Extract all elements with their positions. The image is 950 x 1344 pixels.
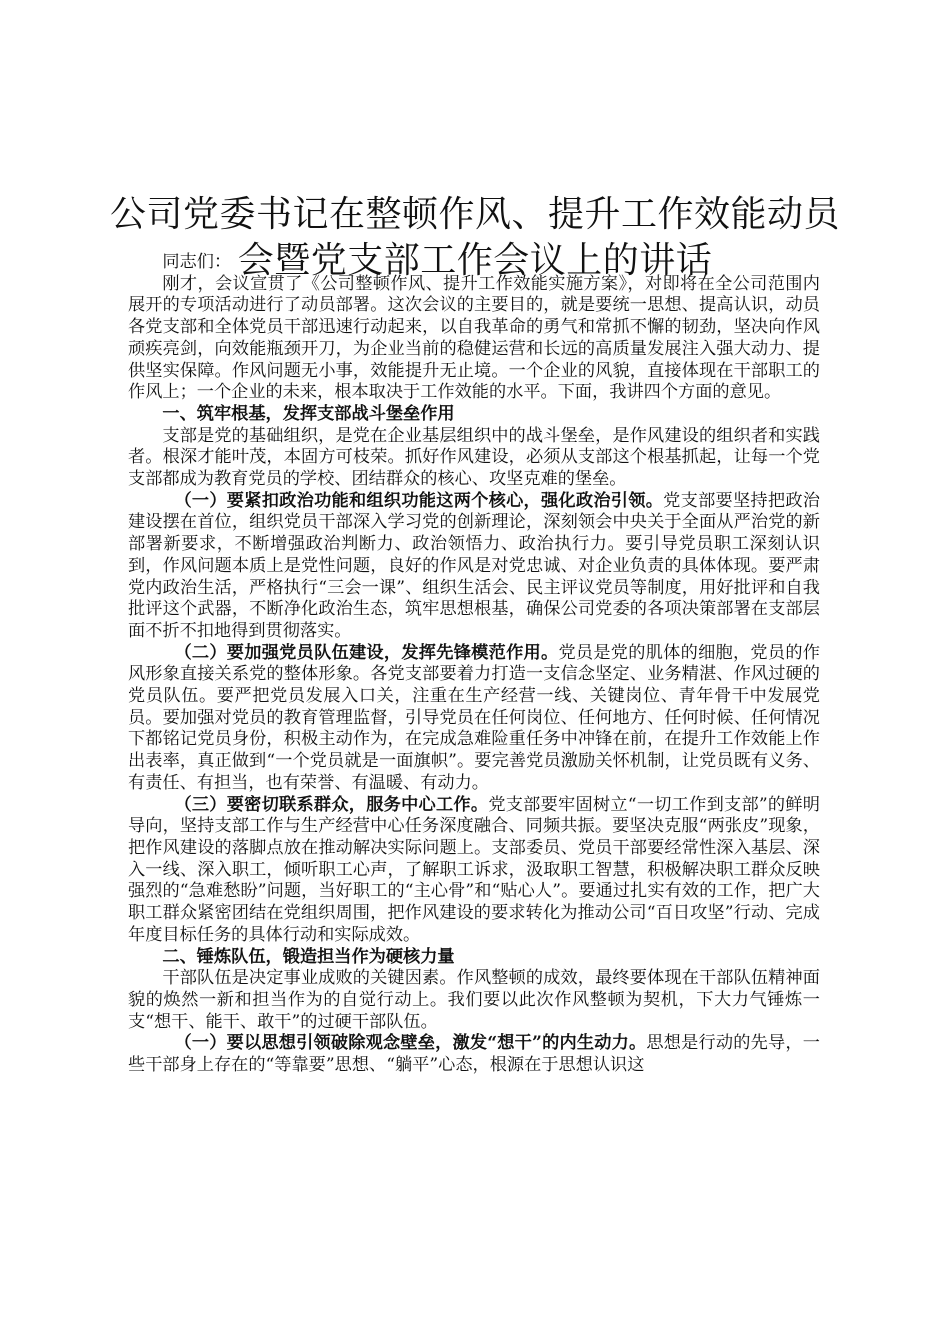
section-1-intro: 支部是党的基础组织，是党在企业基层组织中的战斗堡垒，是作风建设的组织者和实践者。根深才能叶茂，本固方可枝荣。抓好作风建设，必须从支部这个根基抓起，让每一个党支部都成为教育党员的学校、团结群众的核心、攻坚克难的堡垒。 (128, 425, 820, 490)
title-line-2: 会暨党支部工作会议上的讲话 (237, 240, 713, 282)
salutation: 同志们： (162, 252, 232, 272)
section-1-item-2-lead: （二）要加强党员队伍建设，发挥先锋模范作用。 (174, 642, 559, 663)
intro-paragraph: 刚才，会议宣贯了《公司整顿作风、提升工作效能实施方案》，对即将在全公司范围内展开的专项活动进行了动员部署。这次会议的主要目的，就是要统一思想、提高认识，动员各党支部和全体党员干部迅速行动起来，以自我革命的勇气和常抓不懈的韧劲，坚决向作风顽疾亮剑，向效能瓶颈开刀，为企业当前的稳健运营和长远的高质量发展注入强大动力、提供坚实保障。作风问题无小事，效能提升无止境。一个企业的风貌，直接体现在干部职工的作风上；一个企业的未来，根本取决于工作效能的水平。下面，我讲四个方面的意见。 (128, 273, 820, 403)
section-1-item-3-lead: （三）要密切联系群众，服务中心工作。 (174, 794, 489, 815)
section-2-heading: 二、锤炼队伍，锻造担当作为硬核力量 (162, 946, 455, 967)
title-line-1: 公司党委书记在整顿作风、提升工作效能动员 (110, 194, 841, 236)
section-2-item-1-lead: （一）要以思想引领破除观念壁垒，激发“想干”的内生动力。 (174, 1033, 647, 1054)
section-1-item-1 (128, 491, 820, 643)
section-2-item-1 (128, 1033, 820, 1076)
section-2-intro: 干部队伍是决定事业成败的关键因素。作风整顿的成效，最终要体现在干部队伍精神面貌的焕然一新和担当作为的自觉行动上。我们要以此次作风整顿为契机，下大力气锤炼一支“想干、能干、敢干”的过硬干部队伍。 (128, 968, 820, 1032)
document-body (128, 252, 820, 1077)
section-1-item-1-body: 党支部要坚持把政治建设摆在首位，组织党员干部深入学习党的创新理论，深刻领会中央关于全面从严治党的新部署新要求，不断增强政治判断力、政治领悟力、政治执行力。要引导党员职工深刻认识到，作风问题本质上是党性问题，良好的作风是对党忠诚、对企业负责的具体体现。要严肃党内政治生活，严格执行“三会一课”、组织生活会、民主评议党员等制度，用好批评和自我批评这个武器，不断净化政治生态，筑牢思想根基，确保公司党委的各项决策部署在支部层面不折不扣地得到贯彻落实。 (128, 490, 820, 641)
section-1-item-1-lead: （一）要紧扣政治功能和组织功能这两个核心，强化政治引领。 (174, 490, 664, 511)
section-1-item-3-body: 党支部要牢固树立“一切工作到支部”的鲜明导向，坚持支部工作与生产经营中心任务深度融合、同频共振。要坚决克服“两张皮”现象，把作风建设的落脚点放在推动解决实际问题上。支部委员、党员干部要经常性深入基层、深入一线、深入职工，倾听职工心声，了解职工诉求，汲取职工智慧，积极解决职工群众反映强烈的“急难愁盼”问题，当好职工的“主心骨”和“贴心人”。要通过扎实有效的工作，把广大职工群众紧密团结在党组织周围，把作风建设的要求转化为推动公司“百日攻坚”行动、完成年度目标任务的具体行动和实际成效。 (128, 794, 820, 945)
section-1-item-2 (128, 643, 820, 795)
section-1-item-2-body: 党员是党的肌体的细胞，党员的作风形象直接关系党的整体形象。各党支部要着力打造一支信念坚定、业务精湛、作风过硬的党员队伍。要严把党员发展入口关，注重在生产经营一线、关键岗位、青年骨干中发展党员。要加强对党员的教育管理监督，引导党员在任何岗位、任何地方、任何时候、任何情况下都铭记党员身份，积极主动作为，在完成急难险重任务中冲锋在前，在提升工作效能上作出表率，真正做到“一个党员就是一面旗帜”。要完善党员激励关怀机制，让党员既有义务、有责任、有担当，也有荣誉、有温暖、有动力。 (128, 642, 820, 793)
section-1-heading: 一、筑牢根基，发挥支部战斗堡垒作用 (162, 403, 455, 424)
section-1-item-3 (128, 795, 820, 947)
section-2-item-1-body: 思想是行动的先导，一些干部身上存在的“等靠要”思想、“躺平”心态，根源在于思想认识这 (128, 1033, 820, 1076)
